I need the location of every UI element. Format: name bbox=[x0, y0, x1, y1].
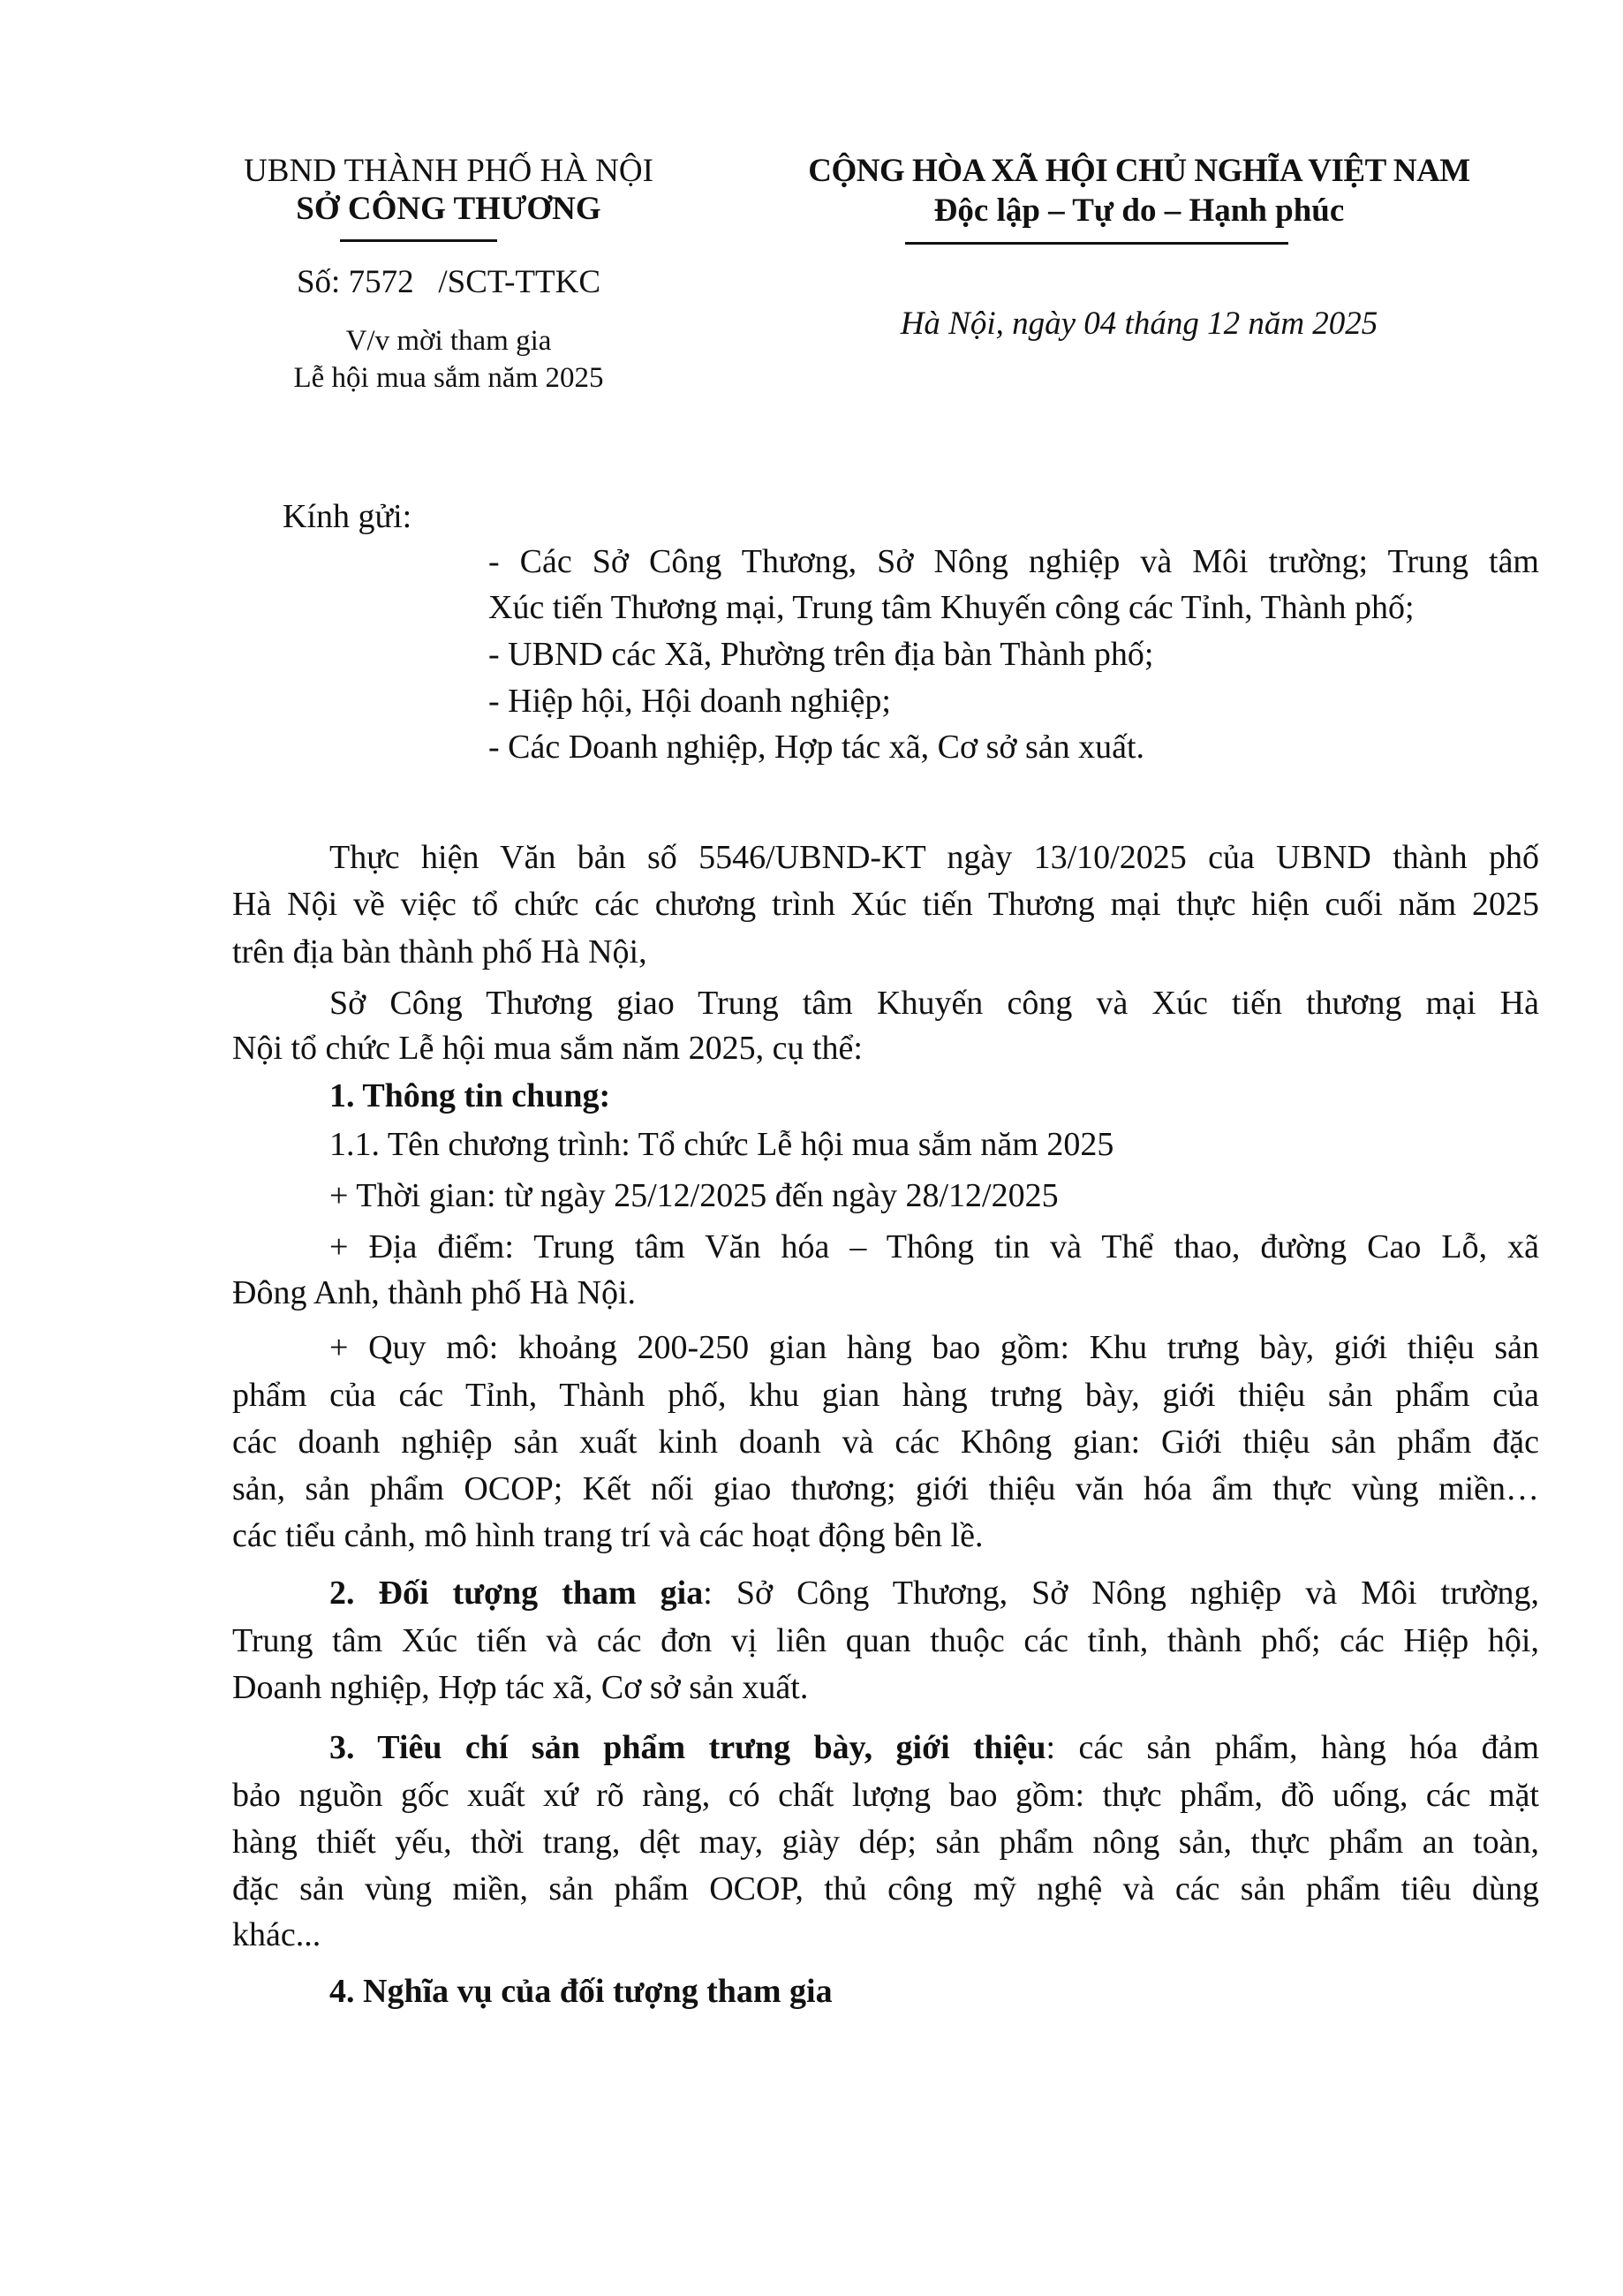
event-scale: các doanh nghiệp sản xuất kinh doanh và các Không gian: Giới thiệu sản phẩm đặc bbox=[232, 1424, 1539, 1461]
event-location: Đông Anh, thành phố Hà Nội. bbox=[232, 1274, 637, 1311]
recipient-line: - Các Sở Công Thương, Sở Nông nghiệp và Môi trường; Trung tâm bbox=[488, 543, 1539, 580]
paragraph-line: trên địa bàn thành phố Hà Nội, bbox=[232, 933, 647, 971]
department-main: CÔNG THƯƠNG bbox=[347, 191, 601, 227]
section-1-heading: 1. Thông tin chung: bbox=[329, 1077, 611, 1114]
section-3-first-line bbox=[329, 1727, 1539, 1768]
paragraph-line: bảo nguồn gốc xuất xứ rõ ràng, có chất lượng bao gồm: thực phẩm, đồ uống, các mặt bbox=[232, 1777, 1539, 1814]
paragraph-line: Trung tâm Xúc tiến và các đơn vị liên quan thuộc các tỉnh, thành phố; các Hiệp hội, bbox=[232, 1622, 1539, 1659]
subject-line-1: V/v mời tham gia bbox=[345, 325, 552, 357]
recipient-line: Xúc tiến Thương mại, Trung tâm Khuyến công các Tỉnh, Thành phố; bbox=[488, 589, 1415, 626]
document-number: Số: 7572 /SCT-TTKC bbox=[296, 264, 601, 300]
paragraph-line: Hà Nội về việc tổ chức các chương trình Xúc tiến Thương mại thực hiện cuối năm 2025 bbox=[232, 886, 1539, 923]
event-scale: sản, sản phẩm OCOP; Kết nối giao thương; giới thiệu văn hóa ẩm thực vùng miền… bbox=[232, 1470, 1539, 1507]
place-date: Hà Nội, ngày 04 tháng 12 năm 2025 bbox=[900, 306, 1378, 342]
paragraph-line: Nội tổ chức Lễ hội mua sắm năm 2025, cụ thể: bbox=[232, 1030, 863, 1067]
section-3-heading: 3. Tiêu chí sản phẩm trưng bày, giới thiệu bbox=[329, 1729, 1046, 1766]
section-3-text: : các sản phẩm, hàng hóa đảm bbox=[1046, 1729, 1540, 1766]
section-2-first-line bbox=[329, 1573, 1539, 1613]
national-title: CỘNG HÒA XÃ HỘI CHỦ NGHĨA VIỆT NAM bbox=[808, 153, 1470, 189]
event-time: + Thời gian: từ ngày 25/12/2025 đến ngày 28/12/2025 bbox=[329, 1177, 1059, 1214]
event-scale: phẩm của các Tỉnh, Thành phố, khu gian hàng trưng bày, giới thiệu sản phẩm của bbox=[232, 1377, 1539, 1414]
issuing-authority: UBND THÀNH PHỐ HÀ NỘI bbox=[244, 153, 653, 189]
department-underline bbox=[340, 239, 497, 242]
paragraph-line: khác... bbox=[232, 1916, 321, 1953]
section-2-text: : Sở Công Thương, Sở Nông nghiệp và Môi trường, bbox=[703, 1575, 1539, 1612]
paragraph-line: Thực hiện Văn bản số 5546/UBND-KT ngày 13/10/2025 của UBND thành phố bbox=[329, 839, 1539, 876]
paragraph-line: Doanh nghiệp, Hợp tác xã, Cơ sở sản xuất. bbox=[232, 1669, 809, 1706]
recipient-line: - UBND các Xã, Phường trên địa bàn Thành phố; bbox=[488, 636, 1154, 673]
department-prefix: SỞ bbox=[296, 191, 348, 227]
event-scale: các tiểu cảnh, mô hình trang trí và các hoạt động bên lề. bbox=[232, 1517, 984, 1554]
paragraph-line: đặc sản vùng miền, sản phẩm OCOP, thủ công mỹ nghệ và các sản phẩm tiêu dùng bbox=[232, 1870, 1539, 1907]
section-2-heading: 2. Đối tượng tham gia bbox=[329, 1575, 704, 1612]
paragraph-line: hàng thiết yếu, thời trang, dệt may, giày dép; sản phẩm nông sản, thực phẩm an toàn, bbox=[232, 1824, 1539, 1861]
national-motto: Độc lập – Tự do – Hạnh phúc bbox=[933, 193, 1345, 229]
recipient-line: - Các Doanh nghiệp, Hợp tác xã, Cơ sở sản xuất. bbox=[488, 729, 1145, 766]
event-scale: + Quy mô: khoảng 200-250 gian hàng bao gồm: Khu trưng bày, giới thiệu sản bbox=[329, 1329, 1539, 1366]
subject-line-2: Lễ hội mua sắm năm 2025 bbox=[293, 362, 604, 394]
recipients-label: Kính gửi: bbox=[283, 498, 412, 535]
paragraph-line: Sở Công Thương giao Trung tâm Khuyến công và Xúc tiến thương mại Hà bbox=[329, 985, 1539, 1022]
issuing-department bbox=[215, 190, 683, 229]
motto-underline bbox=[905, 242, 1288, 245]
section-4-heading: 4. Nghĩa vụ của đối tượng tham gia bbox=[329, 1973, 833, 2010]
program-name: 1.1. Tên chương trình: Tổ chức Lễ hội mua sắm năm 2025 bbox=[329, 1126, 1114, 1163]
event-location: + Địa điểm: Trung tâm Văn hóa – Thông tin và Thể thao, đường Cao Lỗ, xã bbox=[329, 1228, 1539, 1265]
recipient-line: - Hiệp hội, Hội doanh nghiệp; bbox=[488, 683, 891, 720]
